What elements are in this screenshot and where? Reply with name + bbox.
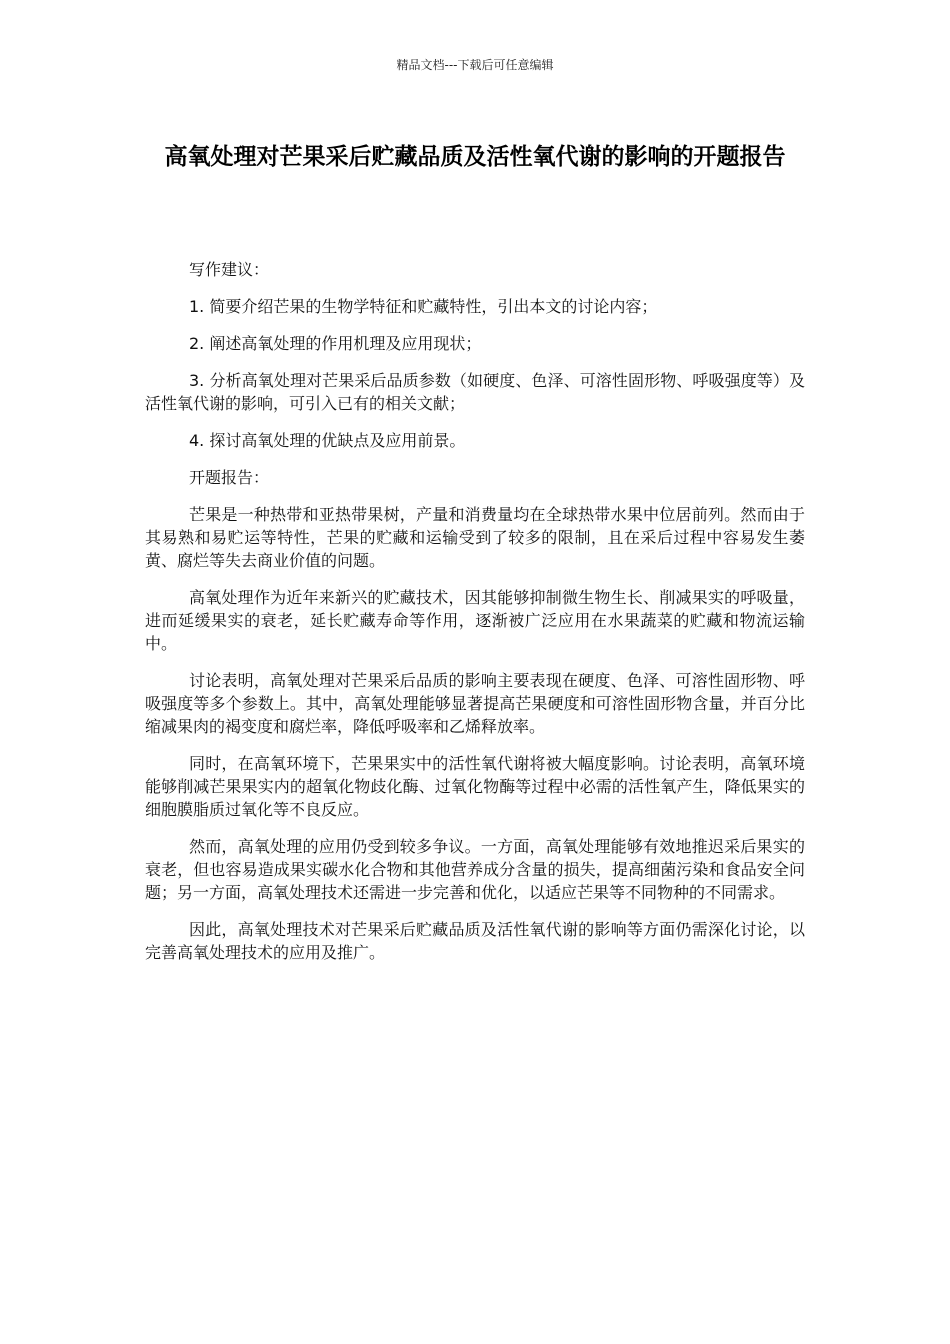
paragraph-body-6: 因此，高氧处理技术对芒果采后贮藏品质及活性氧代谢的影响等方面仍需深化讨论，以完善高氧处理技术的应用及推广。 xyxy=(145,920,805,962)
document-title: 高氧处理对芒果采后贮藏品质及活性氧代谢的影响的开题报告 xyxy=(164,144,786,170)
paragraph-writing-advice-heading: 写作建议： xyxy=(189,260,270,279)
paragraph-body-5: 然而，高氧处理的应用仍受到较多争议。一方面，高氧处理能够有效地推迟采后果实的衰老，但也容易造成果实碳水化合物和其他营养成分含量的损失，提高细菌污染和食品安全问题；另一方面，高氧处理技术还需进一步完善和优化，以适应芒果等不同物种的不同需求。 xyxy=(145,837,805,902)
paragraph-advice-3: 3. 分析高氧处理对芒果采后品质参数（如硬度、色泽、可溶性固形物、呼吸强度等）及活性氧代谢的影响，可引入已有的相关文献； xyxy=(145,371,805,413)
paragraph-body-2: 高氧处理作为近年来新兴的贮藏技术，因其能够抑制微生物生长、削减果实的呼吸量，进而延缓果实的衰老，延长贮藏寿命等作用，逐渐被广泛应用在水果蔬菜的贮藏和物流运输中。 xyxy=(145,588,805,653)
paragraph-body-1: 芒果是一种热带和亚热带果树，产量和消费量均在全球热带水果中位居前列。然而由于其易熟和易贮运等特性，芒果的贮藏和运输受到了较多的限制，且在采后过程中容易发生萎黄、腐烂等失去商业价值的问题。 xyxy=(145,505,805,570)
paragraph-advice-2: 2. 阐述高氧处理的作用机理及应用现状； xyxy=(189,334,482,353)
page-header: 精品文档---下载后可任意编辑 xyxy=(396,58,554,72)
document-body xyxy=(145,258,805,978)
paragraph-body-3: 讨论表明，高氧处理对芒果采后品质的影响主要表现在硬度、色泽、可溶性固形物、呼吸强度等多个参数上。其中，高氧处理能够显著提高芒果硬度和可溶性固形物含量，并百分比缩减果肉的褐变度和腐烂率，降低呼吸率和乙烯释放率。 xyxy=(145,671,805,736)
paragraph-advice-4: 4. 探讨高氧处理的优缺点及应用前景。 xyxy=(189,431,466,450)
paragraph-body-4: 同时，在高氧环境下，芒果果实中的活性氧代谢将被大幅度影响。讨论表明，高氧环境能够削减芒果果实内的超氧化物歧化酶、过氧化物酶等过程中必需的活性氧产生，降低果实的细胞膜脂质过氧化等不良反应。 xyxy=(145,754,805,819)
paragraph-report-heading: 开题报告： xyxy=(189,468,270,487)
paragraph-advice-1: 1. 简要介绍芒果的生物学特征和贮藏特性，引出本文的讨论内容； xyxy=(189,297,658,316)
